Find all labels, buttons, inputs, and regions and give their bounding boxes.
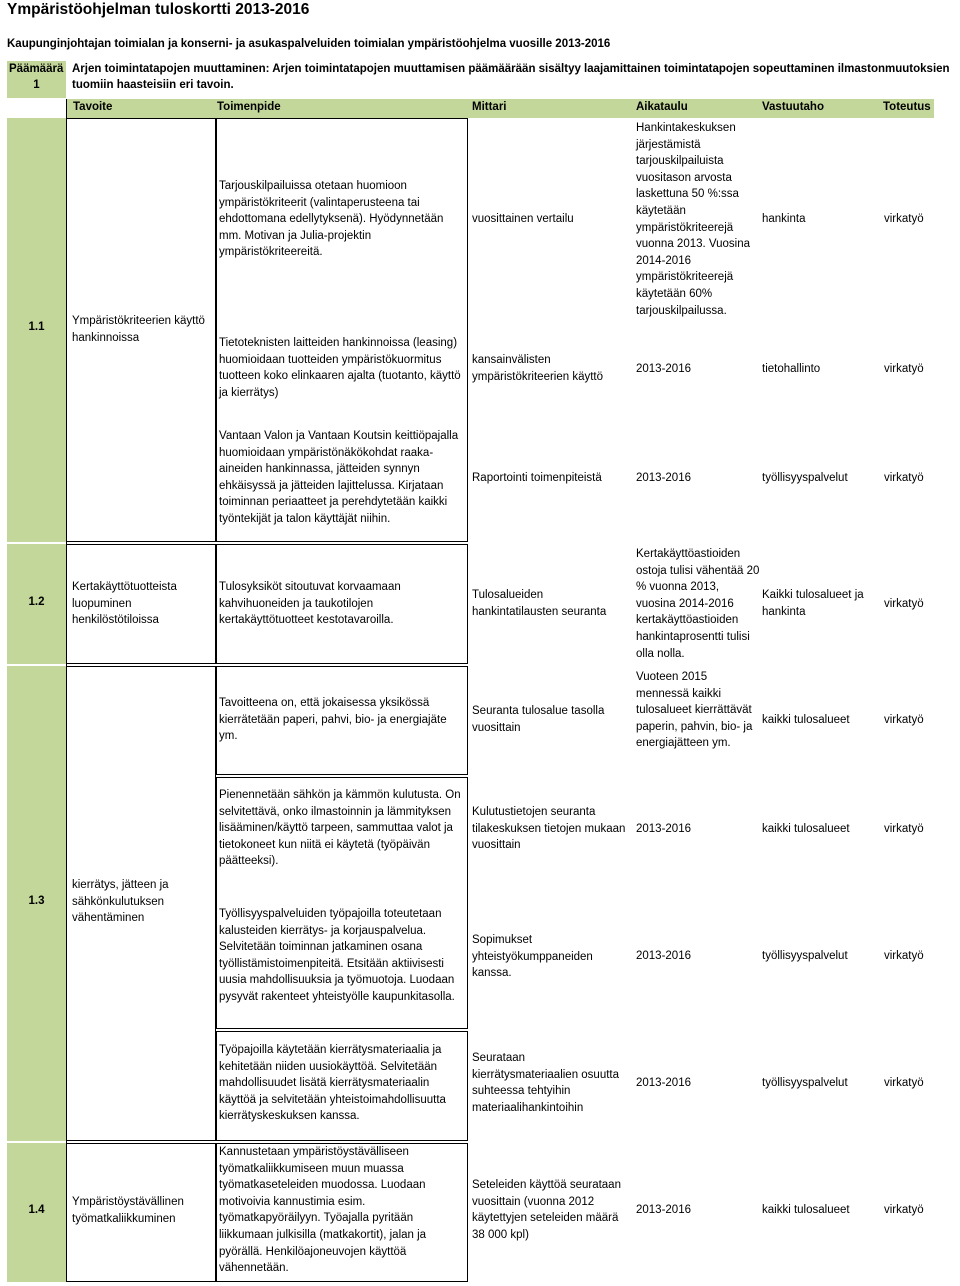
mittari-text: kansainvälisten ympäristökriteerien käyttö [472,354,604,383]
mittari-text: Seteleiden käyttöä seurataan vuosittain (vuonna 2012 käytettyjen seteleiden määrä 38 000 kpl) [472,1179,621,1241]
section-number-cell [7,544,66,664]
toteutus-text: virkatyö [884,950,924,962]
aikataulu-text: 2013-2016 [636,363,691,375]
section-number: 1.1 [28,321,45,333]
aikataulu-text: 2013-2016 [636,1204,691,1216]
toimenpide-text: Työllisyyspalveluiden työpajoilla toteutetaan kalusteiden kierrätys- ja korjauspalvelua. Selvitetään toiminnan jatkaminen osana työllistämistoimenpiteitä. Etsitään aktiivisesti uusia mahdollisuuksia ja työmuotoja. Luodaan pysyvät rakenteet yhteistyölle kaupunkitasolla. [219,908,455,1003]
vastuutaho-text: hankinta [762,213,806,225]
vastuutaho-text: kaikki tulosalueet [762,714,850,726]
header-vastuutaho: Vastuutaho [762,101,824,113]
mittari-text: Tulosalueiden hankintatilausten seuranta [472,589,607,618]
tavoite-cell [66,118,216,542]
tavoite-text: Ympäristöystävällinen työmatkaliikkuminen [72,1196,184,1225]
header-toteutus: Toteutus [883,101,931,113]
toteutus-text: virkatyö [884,472,924,484]
goal-label: Päämäärä [9,63,64,75]
header-mittari: Mittari [472,101,507,113]
toteutus-text: virkatyö [884,1077,924,1089]
aikataulu-text: Hankintakeskuksen järjestämistä tarjouskilpailuista vuositason arvosta laskettuna 50 %:ssa käytetään ympäristökriteerejä vuonna 2013. Vuosina 2014-2016 ympäristökriteerejä käytetään 60% tarjouskilpailussa. [636,122,751,317]
vastuutaho-text: työllisyyspalvelut [762,472,848,484]
vastuutaho-text: kaikki tulosalueet [762,1204,850,1216]
toteutus-text: virkatyö [884,213,924,225]
toimenpide-text: Tulosyksiköt sitoutuvat korvaamaan kahvihuoneiden ja taukotilojen kertakäyttötuotteet kestotavaroilla. [219,581,401,627]
tavoite-text: Ympäristökriteerien käyttö hankinnoissa [72,315,205,344]
section-number-cell [7,666,66,1141]
tavoite-cell [66,1143,216,1282]
toimenpide-text: Tietoteknisten laitteiden hankinnoissa (leasing) huomioidaan tuotteiden ympäristökuormitus tuotteen koko elinkaaren ajalta (tuotanto, käyttö ja kierrätys) [219,337,461,399]
section-number-cell [7,1143,66,1282]
toteutus-text: virkatyö [884,823,924,835]
vastuutaho-text: tietohallinto [762,363,821,375]
header-toimenpide: Toimenpide [217,101,281,113]
vastuutaho-text: työllisyyspalvelut [762,1077,848,1089]
section-number: 1.4 [28,1204,45,1216]
vastuutaho-text: kaikki tulosalueet [762,823,850,835]
mittari-text: Sopimukset yhteistyökumppaneiden kanssa. [472,934,593,980]
page-subtitle: Kaupunginjohtajan toimialan ja konserni- ja asukaspalveluiden toimialan ympäristöohjelma vuosille 2013-2016 [7,38,611,50]
aikataulu-text: 2013-2016 [636,823,691,835]
header-aikataulu: Aikataulu [636,101,688,113]
mittari-text: Kulutustietojen seuranta tilakeskuksen tietojen mukaan vuosittain [472,806,626,852]
aikataulu-text: 2013-2016 [636,950,691,962]
goal-label-cell [7,61,66,98]
tavoite-cell [66,544,216,664]
section-number: 1.2 [28,596,45,608]
vastuutaho-text: työllisyyspalvelut [762,950,848,962]
toimenpide-text: Tavoitteena on, että jokaisessa yksikössä kierrätetään paperi, pahvi, bio- ja energiajäte ym. [219,697,447,743]
toimenpide-text: Pienennetään sähkön ja kämmön kulutusta. On selvitettävä, onko ilmastoinnin ja lämmityksen lisääminen/käyttö tarpeen, sammuttaa valot ja tietokoneet kun niitä ei käytetä (työpäivän päätteeksi). [219,789,461,868]
toteutus-text: virkatyö [884,714,924,726]
table-border [66,99,67,1282]
toimenpide-text: Tarjouskilpailuissa otetaan huomioon ympäristökriteerit (valintaperusteena tai ehdottomana edellytyksenä). Hyödynnetään mm. Motivan ja Julia-projektin ympäristökriteereitä. [219,180,444,259]
toteutus-text: virkatyö [884,598,924,610]
header-tavoite: Tavoite [73,101,113,113]
mittari-text: Seurataan kierrätysmateriaalien osuutta suhteessa tehtyihin materiaalihankintoihin [472,1052,620,1114]
tavoite-text: kierrätys, jätteen ja sähkönkulutuksen vähentäminen [72,879,169,925]
toimenpide-text: Vantaan Valon ja Vantaan Koutsin keittiöpajalla huomioidaan ympäristönäkökohdat raaka-aineiden hankinnassa, jätteiden synnyn ehkäisyssä ja jätteiden lajittelussa. Kirjataan toiminnan periaatteet ja perehdytetään kaikki työntekijät ja talon käyttäjät niihin. [219,430,459,525]
mittari-text: Raportointi toimenpiteistä [472,472,602,484]
page-title: Ympäristöohjelman tuloskortti 2013-2016 [7,1,310,18]
tavoite-cell [66,666,216,1141]
aikataulu-text: 2013-2016 [636,472,691,484]
toteutus-text: virkatyö [884,1204,924,1216]
tavoite-text: Kertakäyttötuotteista luopuminen henkilöstötiloissa [72,581,177,627]
section-number: 1.3 [28,895,45,907]
mittari-text: vuosittainen vertailu [472,213,574,225]
toteutus-text: virkatyö [884,363,924,375]
aikataulu-text: Vuoteen 2015 mennessä kaikki tulosalueet kierrättävät paperin, pahvin, bio- ja energiajätteen ym. [636,671,753,750]
section-number-cell [7,118,66,542]
aikataulu-text: 2013-2016 [636,1077,691,1089]
mittari-text: Seuranta tulosalue tasolla vuosittain [472,705,605,734]
toimenpide-text: Työpajoilla käytetään kierrätysmateriaalia ja kehitetään niiden uusiokäyttöä. Selvitetään mahdollisuudet lisätä kierrätysmateriaalin käyttöä ja selvitetään yhteistoimahdollisuutta kierrätyskeskuksen kanssa. [219,1044,446,1123]
aikataulu-text: Kertakäyttöastioiden ostoja tulisi vähentää 20 % vuonna 2013, vuosina 2014-2016 kertakäyttöastioiden hankintaprosentti tulisi olla nolla. [636,548,760,660]
toimenpide-text: Kannustetaan ympäristöystävälliseen työmatkaliikkumiseen muun muassa työmatkaseteleiden muodossa. Luodaan motivoivia kannustimia esim. työmatkapyöräilyyn. Työajalla pyritään liikkumaan julkisilla (matkakortit), jalan ja pyörällä. Henkilöajoneuvojen käyttöä vähennetään. [219,1146,427,1275]
column-header-row [66,99,934,118]
goal-number: 1 [33,79,40,91]
vastuutaho-text: Kaikki tulosalueet ja hankinta [762,589,864,618]
goal-description: Arjen toimintatapojen muuttaminen: Arjen toimintatapojen muuttamisen päämäärään sisältyy laajamittainen toimintatapojen sopeuttaminen ilmastonmuutoksien tuomiin haasteisiin eri tavoin. [72,63,950,91]
